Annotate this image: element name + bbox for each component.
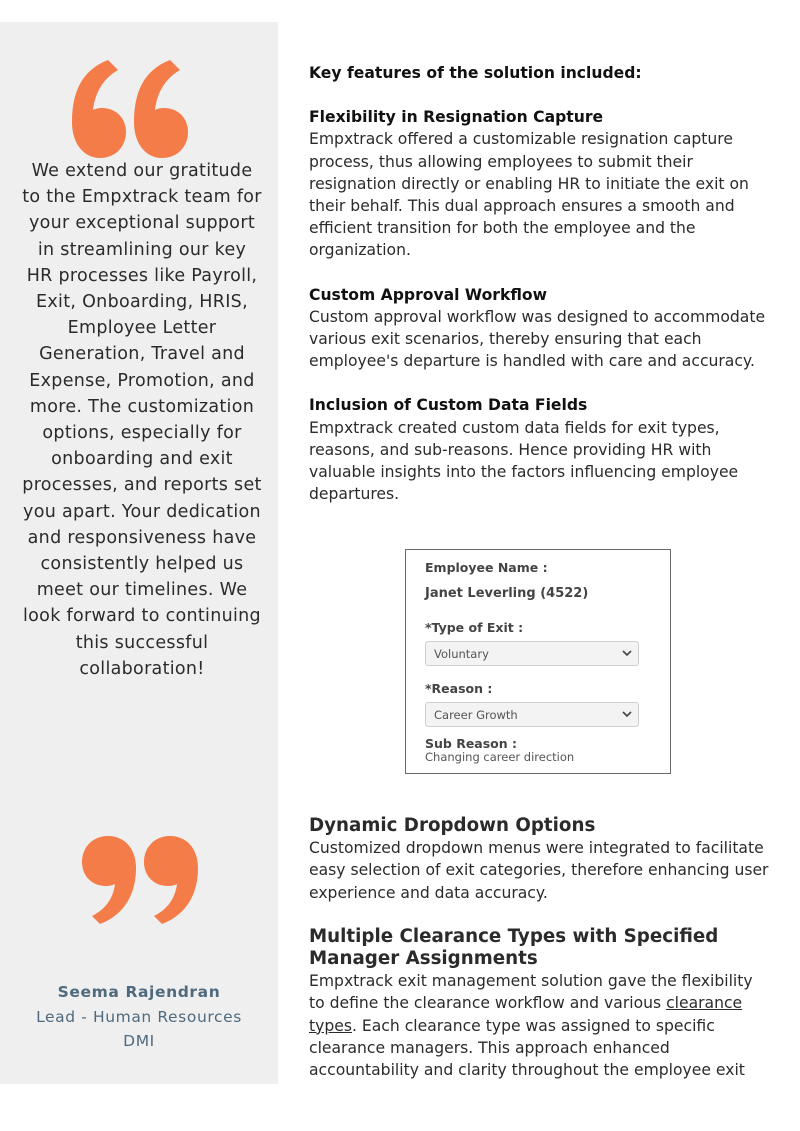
author-title: Lead - Human Resources: [36, 1007, 242, 1026]
feature-resignation-capture: [309, 106, 771, 261]
type-of-exit-value: Voluntary: [434, 647, 489, 661]
feature-body: Custom approval workflow was designed to accommodate various exit scenarios, thereby ensuring that each employee's departure is handled with care and accuracy.: [309, 307, 766, 371]
reason-label: *Reason :: [425, 681, 493, 696]
close-quote-icon: [0, 834, 278, 954]
chevron-down-icon: [622, 648, 632, 658]
features-column-lower: [309, 815, 771, 1103]
feature-custom-data-fields: [309, 394, 771, 505]
type-of-exit-label: *Type of Exit :: [425, 620, 524, 635]
feature-body: Empxtrack offered a customizable resignation capture process, thus allowing employees to submit their resignation directly or enabling HR to initiate the exit on their behalf. This dual approach ensures a smooth and efficient transition for both the employee and the organization.: [309, 130, 749, 260]
author-company: DMI: [123, 1032, 155, 1050]
open-quote-icon: [0, 22, 278, 172]
testimonial-author: [0, 980, 278, 1054]
features-column: [309, 62, 771, 527]
chevron-down-icon: [622, 709, 632, 719]
feature-title: Dynamic Dropdown Options: [309, 815, 596, 836]
feature-title: Flexibility in Resignation Capture: [309, 108, 604, 127]
testimonial-quote: We extend our gratitude to the Empxtrack team for your exceptional support in streamlining our key HR processes like Payroll, Exit, Onboarding, HRIS, Employee Letter Generation, Travel and Expense, Promotion, and more. The customization options, especially for onboarding and exit processes, and reports set you apart. Your dedication and responsiveness have consistently helped us meet our timelines. We look forward to continuing this successful collaboration!: [22, 161, 262, 679]
sub-reason-value: Changing career direction: [425, 750, 575, 764]
features-intro: Key features of the solution included:: [309, 64, 642, 82]
clearance-types-link[interactable]: clearance types: [309, 994, 743, 1035]
reason-select[interactable]: [425, 702, 639, 727]
feature-title: Multiple Clearance Types with Specified Manager Assignments: [309, 925, 719, 970]
type-of-exit-select[interactable]: [425, 641, 639, 666]
feature-body: Customized dropdown menus were integrated to facilitate easy selection of exit categories, therefore enhancing user experience and data accuracy.: [309, 839, 769, 902]
feature-title: Inclusion of Custom Data Fields: [309, 396, 588, 415]
reason-value: Career Growth: [434, 708, 518, 722]
feature-body-text: Empxtrack exit management solution gave the flexibility to define the clearance workflow and various: [309, 972, 753, 1013]
exit-form-screenshot: [405, 549, 671, 774]
sub-reason-label: Sub Reason :: [425, 736, 518, 751]
employee-name-value: Janet Leverling (4522): [425, 586, 589, 601]
feature-title: Custom Approval Workflow: [309, 285, 548, 304]
feature-clearance-types: [309, 926, 771, 1081]
feature-body: Empxtrack created custom data fields for exit types, reasons, and sub-reasons. Hence providing HR with valuable insights into the factors influencing employee departures.: [309, 418, 739, 504]
feature-body: [309, 970, 771, 1081]
feature-body-text: . Each clearance type was assigned to specific clearance managers. This approach enhanced accountability and clarity throughout the employee exit: [309, 1016, 745, 1080]
feature-approval-workflow: [309, 284, 771, 373]
feature-dynamic-dropdown: [309, 815, 771, 904]
testimonial-sidebar: [0, 22, 278, 1084]
employee-name-label: Employee Name :: [425, 560, 548, 575]
author-name: Seema Rajendran: [57, 983, 221, 1001]
